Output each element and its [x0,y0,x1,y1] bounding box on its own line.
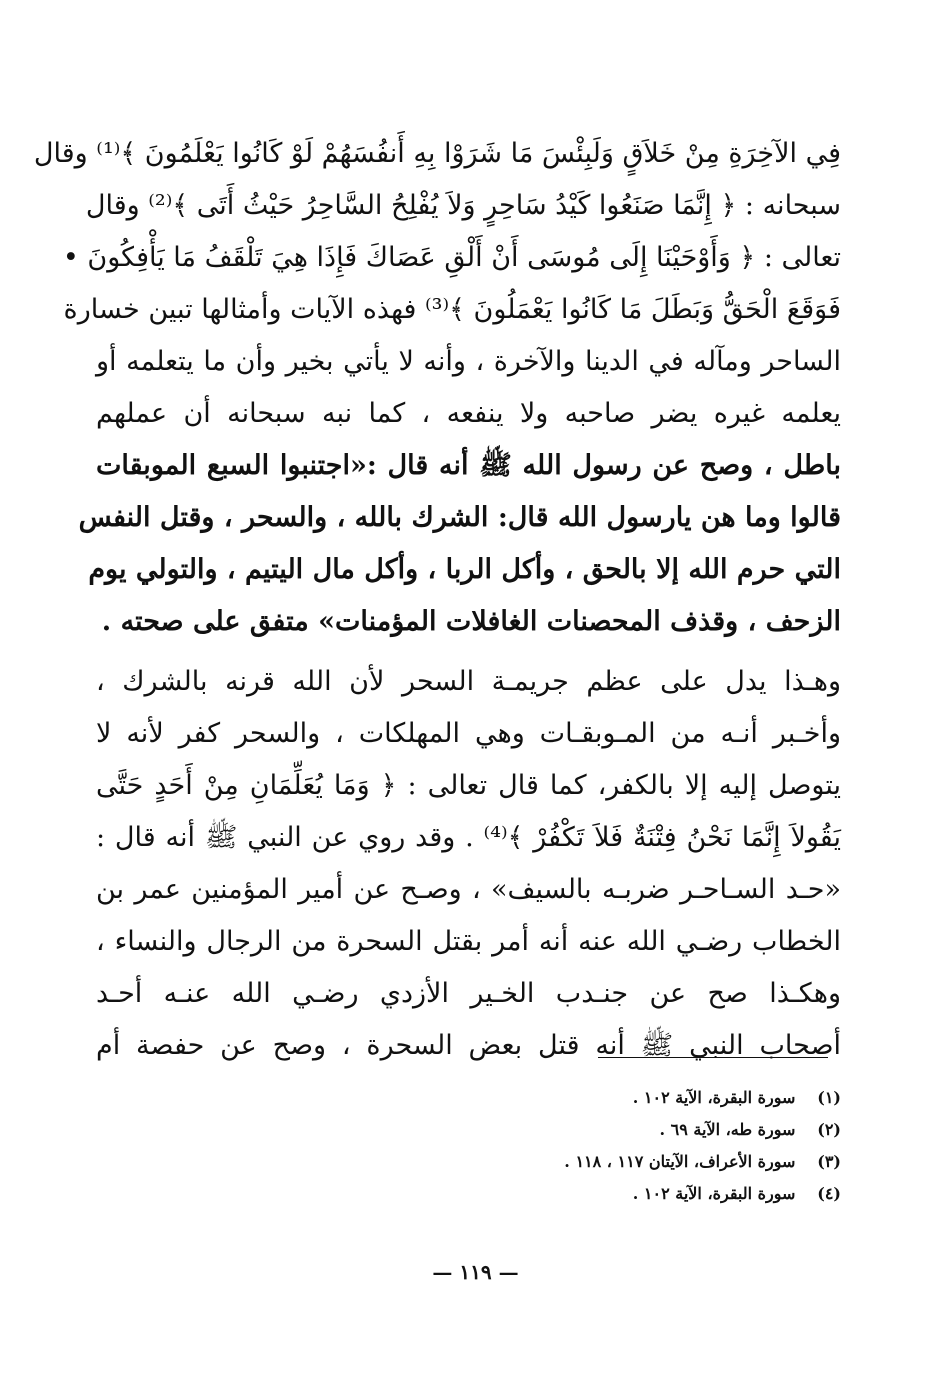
text-line: يتوصل إليه إلا بالكفر، كما قال تعالى : ﴿ وَمَا يُعَلِّمَانِ مِنْ أَحَدٍ حَتَّى [96,770,841,801]
footnote-number: (٣) [817,1152,841,1171]
footnote [96,1146,841,1178]
footnote [96,1178,841,1210]
text-line: تعالى : ﴿ وَأَوْحَيْنَا إِلَى مُوسَى أَنْ أَلْقِ عَصَاكَ فَإِذَا هِيَ تَلْقَفُ مَا يَأْفِكُونَ • [62,242,841,273]
footnote [96,1114,841,1146]
text-line: قالوا وما هن يارسول الله قال: الشرك بالله ، والسحر ، وقتل النفس [78,502,841,533]
footnote-text: سورة طه، الآية ٦٩ . [659,1120,796,1139]
footnote-divider [598,1057,828,1058]
text-line: يعلمه غيره يضر صاحبه ولا ينفعه ، كما نبه سبحانه أن عملهم [96,398,841,429]
text-line: فِي الآخِرَةِ مِنْ خَلاَقٍ وَلَبِئْسَ مَا شَرَوْا بِهِ أَنفُسَهُمْ لَوْ كَانُوا يَعْلَمُونَ ﴾⁽¹⁾ وقال [33,138,841,169]
footnote-text: سورة الأعراف، الآيتان ١١٧ ، ١١٨ . [564,1152,796,1171]
page-body [33,128,841,1072]
text-line: وهـذا يدل على عظم جريمـة السحر لأن الله قرنه بالشرك ، [96,666,841,697]
footnote-text: سورة البقرة، الآية ١٠٢ . [632,1184,796,1203]
text-line: يَقُولاَ إِنَّمَا نَحْنُ فِتْنَةٌ فَلاَ تَكْفُرْ ﴾⁽⁴⁾ . وقد روي عن النبي ﷺ أنه قال : [96,822,841,853]
footnotes [96,1082,841,1210]
text-line: وأخـبر أنـه من المـوبقـات وهي المهلكات ، والسحر كفر لأنه لا [96,718,841,749]
footnote-number: (١) [817,1088,841,1107]
text-line: سبحانه : ﴿ إِنَّمَا صَنَعُوا كَيْدُ سَاحِرٍ وَلاَ يُفْلِحُ السَّاحِرُ حَيْثُ أَتَى ﴾⁽²⁾ وقال [85,190,841,221]
text-line: الخطاب رضـي الله عنه أنه أمر بقتل السحرة من الرجال والنساء ، [96,926,841,957]
text-line: «حـد السـاحـر ضربـه بالسيف» ، وصـح عن أمير المؤمنين عمر بن [96,874,841,905]
text-line: فَوَقَعَ الْحَقُّ وَبَطَلَ مَا كَانُوا يَعْمَلُونَ ﴾⁽³⁾ فهذه الآيات وأمثالها تبين خسارة [63,294,841,325]
footnote-number: (٢) [817,1120,841,1139]
text-line: الزحف ، وقذف المحصنات الغافلات المؤمنات» متفق على صحته . [101,606,841,637]
text-line: أصحاب النبي ﷺ أنه قتل بعض السحرة ، وصح عن حفصة أم [96,1030,841,1061]
text-line: وهكـذا صح عن جنـدب الخـير الأزدي رضـي الله عنـه أحـد [96,978,841,1009]
text-line: باطل ، وصح عن رسول الله ﷺ أنه قال :«اجتنبوا السبع الموبقات [96,450,841,481]
footnote-text: سورة البقرة، الآية ١٠٢ . [632,1088,796,1107]
footnote-number: (٤) [817,1184,841,1203]
text-line: التي حرم الله إلا بالحق ، وأكل الربا ، وأكل مال اليتيم ، والتولي يوم [88,554,841,585]
text-line: الساحر ومآله في الدينا والآخرة ، وأنه لا يأتي بخير وأن ما يتعلمه أو [96,346,841,377]
page-number: — ١١٩ — [432,1260,519,1284]
footnote [96,1082,841,1114]
